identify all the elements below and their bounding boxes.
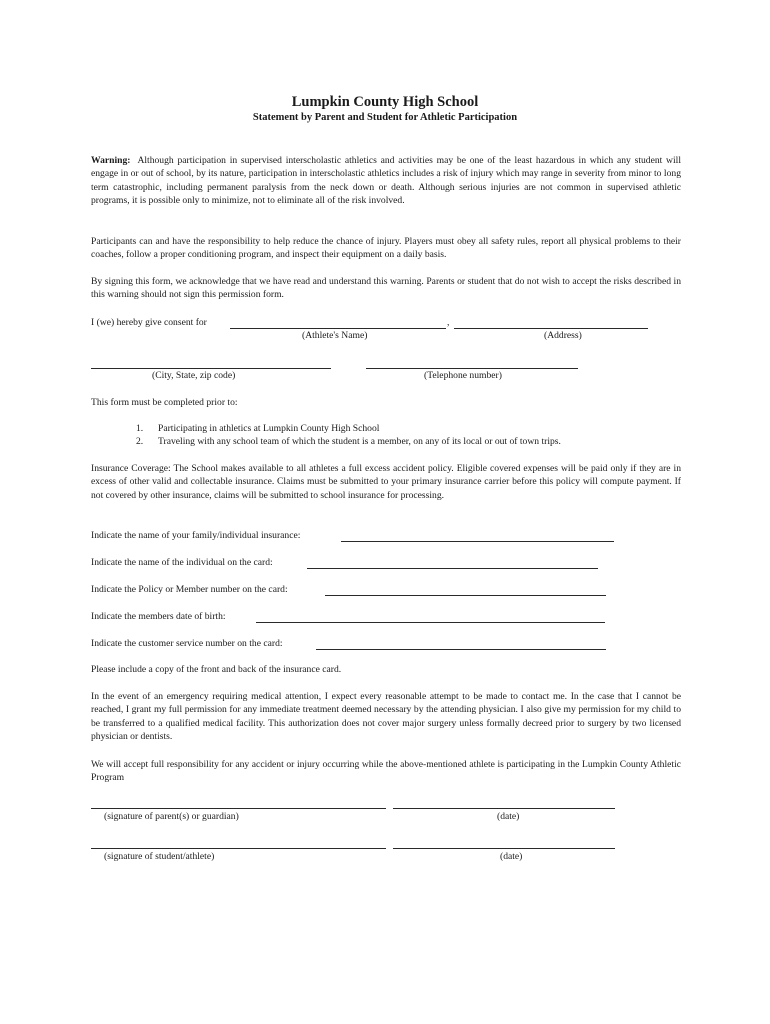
member-dob-label: Indicate the members date of birth: xyxy=(91,611,226,622)
student-date-field[interactable] xyxy=(393,848,615,849)
insurance-card-note: Please include a copy of the front and back of the insurance card. xyxy=(91,664,342,675)
parent-signature-field[interactable] xyxy=(91,808,386,809)
telephone-field[interactable] xyxy=(366,368,578,369)
parent-date-label: (date) xyxy=(497,811,520,822)
policy-number-label: Indicate the Policy or Member number on the card: xyxy=(91,584,288,595)
prior-text: This form must be completed prior to: xyxy=(91,397,238,408)
telephone-label: (Telephone number) xyxy=(424,370,502,381)
customer-service-field[interactable] xyxy=(316,649,606,650)
student-signature-field[interactable] xyxy=(91,848,386,849)
list-item-text: Participating in athletics at Lumpkin County High School xyxy=(158,423,380,434)
responsibility-paragraph: Participants can and have the responsibility to help reduce the chance of injury. Players must obey all safety rules, report all physical problems to their coaches, follow a proper conditioning program, and inspect their equipment on a daily basis. xyxy=(91,236,681,261)
cardholder-name-field[interactable] xyxy=(307,568,598,569)
warning-text: Although participation in supervised interscholastic athletics and activities may be one of the least hazardous in which any student will engage in or out of school, by its nature, participation in interscholastic athletics includes a risk of injury which may range in severity from minor to long term catastrophic, including permanent paralysis from the neck down or death. Although serious injuries are not common in supervised athletic programs, it is possible only to minimize, not to eliminate all of the risk involved. xyxy=(91,155,681,207)
form-subtitle: Statement by Parent and Student for Athletic Participation xyxy=(252,112,518,123)
parent-signature-label: (signature of parent(s) or guardian) xyxy=(104,811,239,822)
responsibility-accept-paragraph: We will accept full responsibility for any accident or injury occurring while the above-mentioned athlete is participating in the Lumpkin County Athletic Program xyxy=(91,759,681,784)
member-dob-field[interactable] xyxy=(256,622,605,623)
customer-service-label: Indicate the customer service number on the card: xyxy=(91,638,283,649)
city-state-zip-label: (City, State, zip code) xyxy=(152,370,236,381)
consent-comma: , xyxy=(447,317,450,328)
athlete-name-field[interactable] xyxy=(230,328,446,329)
address-label: (Address) xyxy=(544,330,582,341)
list-item-number: 1. xyxy=(136,423,144,434)
consent-text: I (we) hereby give consent for xyxy=(91,317,207,328)
school-title: Lumpkin County High School xyxy=(291,94,479,110)
acknowledge-paragraph: By signing this form, we acknowledge that we have read and understand this warning. Parents or student that do not wish to accept the risks described in this warning should not sign this permission form. xyxy=(91,276,681,301)
list-item-number: 2. xyxy=(136,436,144,447)
student-date-label: (date) xyxy=(500,851,523,862)
city-state-zip-field[interactable] xyxy=(91,368,331,369)
athlete-name-label: (Athlete's Name) xyxy=(302,330,368,341)
address-field[interactable] xyxy=(454,328,648,329)
student-signature-label: (signature of student/athlete) xyxy=(104,851,215,862)
cardholder-name-label: Indicate the name of the individual on the card: xyxy=(91,557,273,568)
parent-date-field[interactable] xyxy=(393,808,615,809)
list-item-text: Traveling with any school team of which the student is a member, on any of its local or out of town trips. xyxy=(158,436,561,447)
policy-number-field[interactable] xyxy=(325,595,606,596)
warning-paragraph xyxy=(91,154,681,208)
insurance-paragraph: Insurance Coverage: The School makes available to all athletes a full excess accident policy. Eligible covered expenses will be paid only if they are in excess of other valid and collectable insurance. Claims must be submitted to your primary insurance carrier before this policy will compute payment. If not covered by other insurance, claims will be submitted to school insurance for processing. xyxy=(91,463,681,501)
warning-label: Warning: xyxy=(91,155,131,166)
emergency-paragraph: In the event of an emergency requiring medical attention, I expect every reasonable attempt to be made to contact me. In the case that I cannot be reached, I grant my full permission for any immediate treatment deemed necessary by the attending physician. I also give my permission for my child to be transferred to a qualified medical facility. This authorization does not cover major surgery unless formally decreed prior to surgery by two licensed physician or dentists. xyxy=(91,691,681,743)
insurance-name-field[interactable] xyxy=(341,541,614,542)
insurance-name-label: Indicate the name of your family/individual insurance: xyxy=(91,530,301,541)
